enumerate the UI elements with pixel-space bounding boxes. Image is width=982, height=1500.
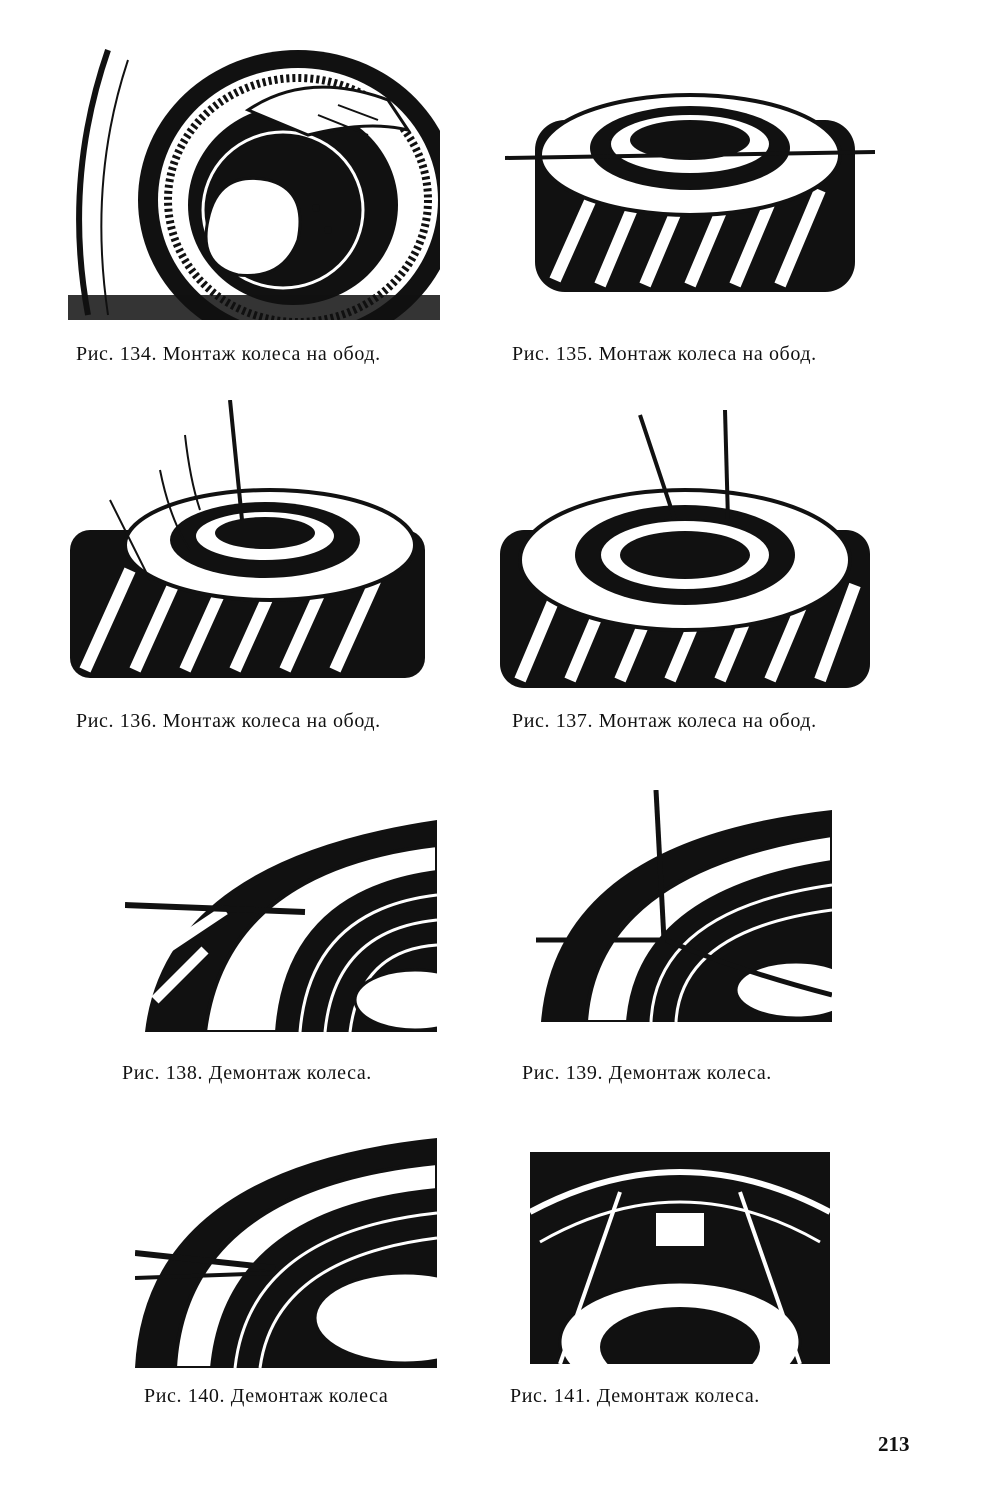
figure-140-caption: Рис. 140. Демонтаж колеса [144,1385,389,1407]
figure-140-illustration [135,1128,437,1368]
figure-138-illustration [125,800,437,1032]
figure-134-caption: Рис. 134. Монтаж колеса на обод. [76,343,381,365]
figure-139-caption: Рис. 139. Демонтаж колеса. [522,1062,772,1084]
figure-134-illustration [68,40,440,320]
figure-141-illustration [530,1152,830,1364]
figure-141-caption: Рис. 141. Демонтаж колеса. [510,1385,760,1407]
figure-137-illustration [500,410,870,690]
figure-138-caption: Рис. 138. Демонтаж колеса. [122,1062,372,1084]
figure-136-caption: Рис. 136. Монтаж колеса на обод. [76,710,381,732]
figure-135-caption: Рис. 135. Монтаж колеса на обод. [512,343,817,365]
figure-137-caption: Рис. 137. Монтаж колеса на обод. [512,710,817,732]
page-number: 213 [878,1432,910,1456]
figure-135-illustration [505,80,875,295]
figure-139-illustration [536,790,832,1022]
figure-136-illustration [70,400,425,680]
